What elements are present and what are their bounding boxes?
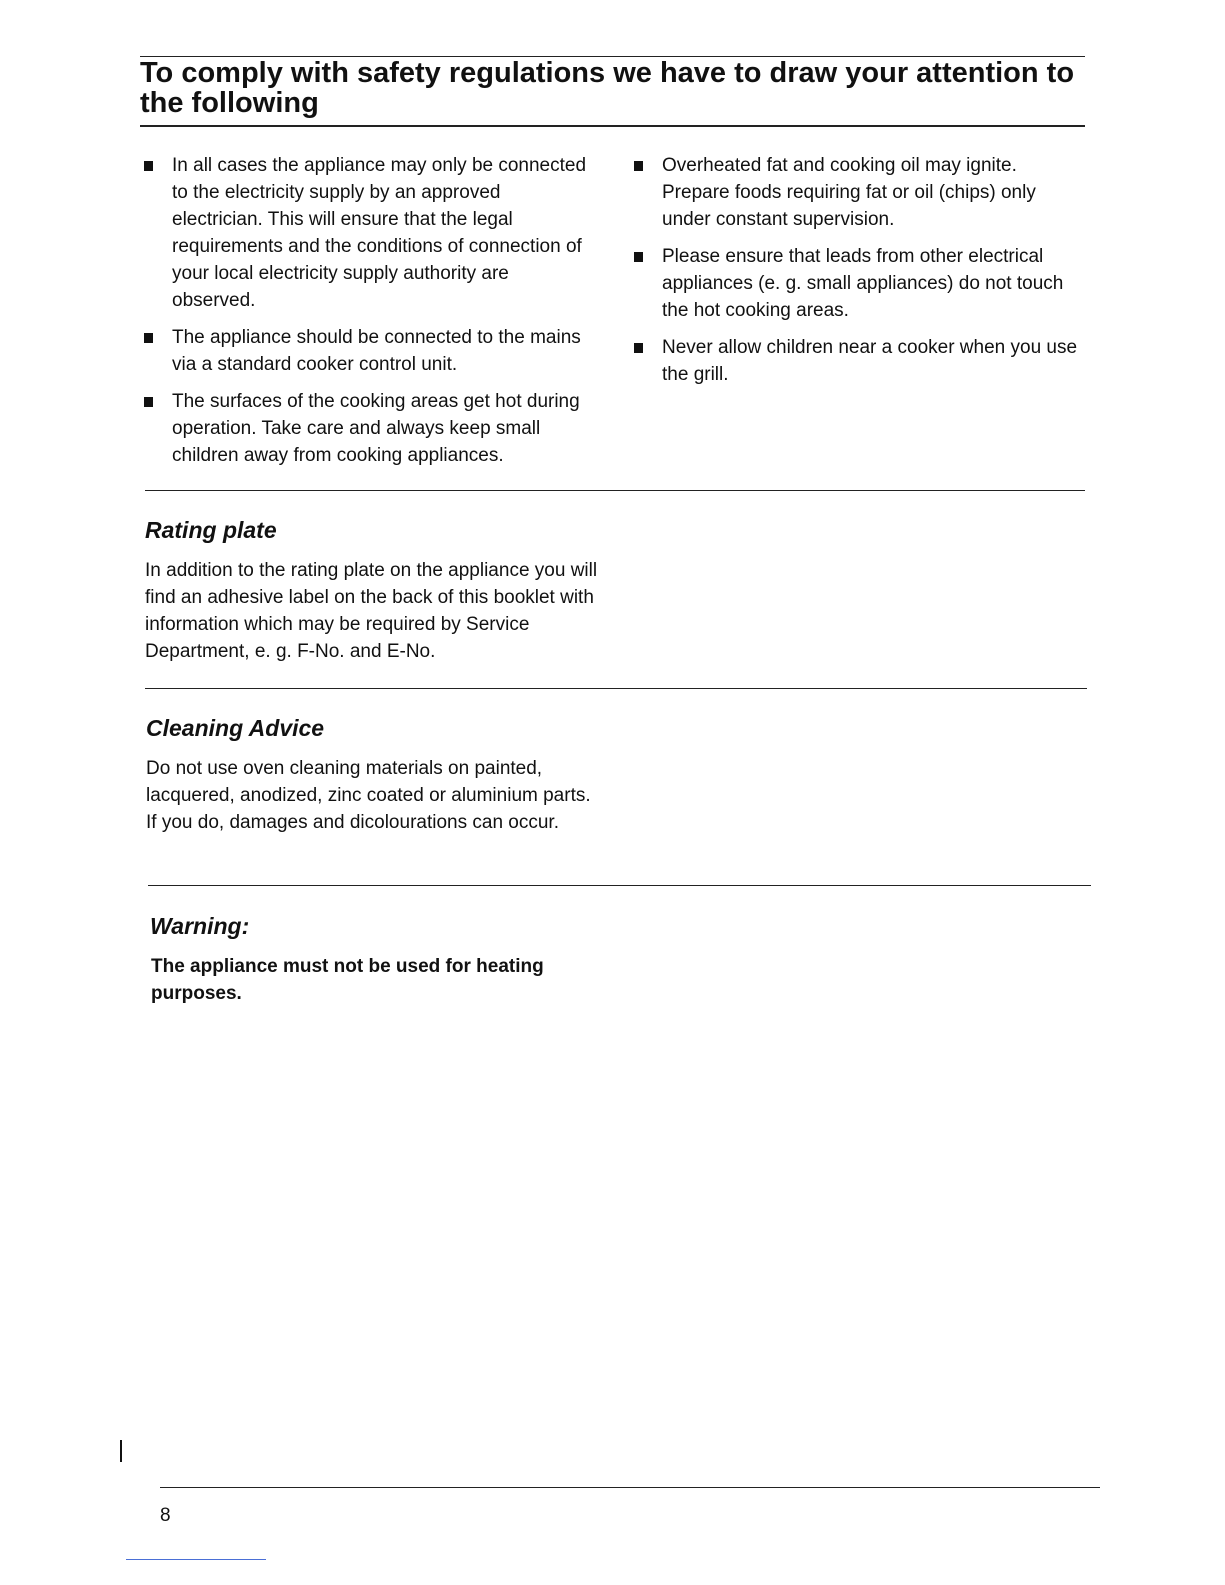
safety-list-right bbox=[634, 152, 1084, 398]
list-item-text: Overheated fat and cooking oil may ignite. Prepare foods requiring fat or oil (chips) only under constant supervision. bbox=[662, 155, 1036, 230]
bullet-square-icon bbox=[144, 161, 153, 171]
margin-mark bbox=[120, 1440, 122, 1462]
list-item bbox=[144, 388, 594, 469]
page-title: To comply with safety regulations we have to draw your attention to the following bbox=[140, 57, 1075, 119]
cleaning-advice-heading: Cleaning Advice bbox=[146, 715, 325, 741]
section-divider bbox=[145, 688, 1087, 689]
list-item bbox=[634, 334, 1084, 388]
cleaning-advice-text: Do not use oven cleaning materials on painted, lacquered, anodized, zinc coated or aluminium parts. If you do, damages and dicolourations can occur. bbox=[146, 758, 591, 833]
section-divider bbox=[148, 885, 1091, 886]
list-item-text: In all cases the appliance may only be connected to the electricity supply by an approved electrician. This will ensure that the legal requirements and the conditions of connection of your local electricity supply authority are observed. bbox=[172, 155, 587, 311]
rating-plate-text: In addition to the rating plate on the appliance you will find an adhesive label on the back of this booklet with information which may be required by Service Department, e. g. F-No. and E-No. bbox=[145, 560, 598, 662]
list-item bbox=[144, 152, 594, 314]
list-item bbox=[634, 243, 1084, 324]
section-divider bbox=[145, 490, 1085, 491]
bullet-square-icon bbox=[634, 343, 643, 353]
list-item bbox=[634, 152, 1084, 233]
warning-text: The appliance must not be used for heating purposes. bbox=[151, 956, 544, 1004]
safety-list-left bbox=[144, 152, 594, 479]
list-item bbox=[144, 324, 594, 378]
page-number: 8 bbox=[160, 1505, 171, 1526]
scan-edge-line bbox=[126, 1559, 266, 1560]
warning-heading: Warning: bbox=[150, 913, 250, 939]
title-underline bbox=[140, 125, 1085, 127]
bullet-square-icon bbox=[634, 161, 643, 171]
list-item-text: The appliance should be connected to the mains via a standard cooker control unit. bbox=[172, 327, 581, 375]
rating-plate-heading: Rating plate bbox=[145, 517, 277, 543]
footer-rule bbox=[160, 1487, 1100, 1488]
bullet-square-icon bbox=[144, 397, 153, 407]
bullet-square-icon bbox=[144, 333, 153, 343]
list-item-text: The surfaces of the cooking areas get hot during operation. Take care and always keep small children away from cooking appliances. bbox=[172, 391, 580, 466]
bullet-square-icon bbox=[634, 252, 643, 262]
list-item-text: Never allow children near a cooker when you use the grill. bbox=[662, 337, 1078, 385]
list-item-text: Please ensure that leads from other electrical appliances (e. g. small appliances) do not touch the hot cooking areas. bbox=[662, 246, 1064, 321]
